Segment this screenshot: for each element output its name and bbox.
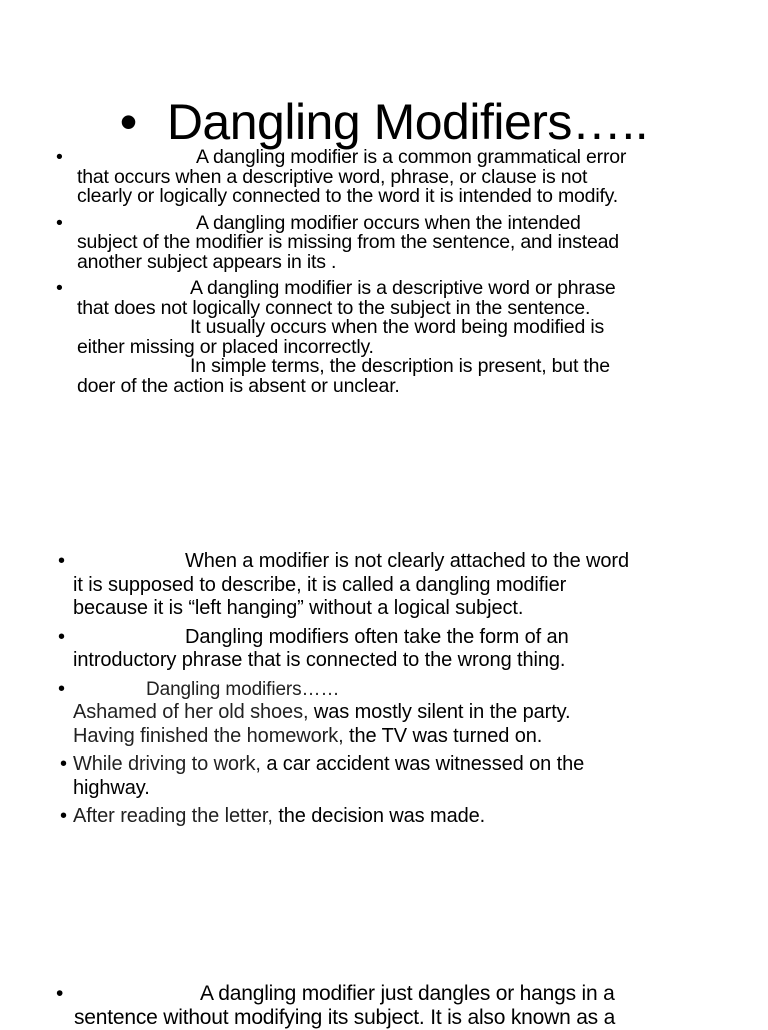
list-item bbox=[0, 678, 768, 749]
bullet-dot: • bbox=[58, 677, 65, 700]
list-item-line: In simple terms, the description is present, but the bbox=[190, 355, 610, 377]
section-definitions bbox=[0, 148, 768, 403]
list-item-line: A dangling modifier just dangles or hangs in a bbox=[200, 982, 615, 1005]
bullet-dot: • bbox=[56, 982, 64, 1005]
list-item-line: another subject appears in its . bbox=[77, 250, 337, 273]
list-item bbox=[0, 805, 768, 829]
list-item-line: Dangling modifiers often take the form of an bbox=[185, 625, 569, 648]
list-item-line: either missing or placed incorrectly. bbox=[77, 335, 374, 358]
example-line bbox=[0, 753, 768, 777]
example-phrase: Ashamed of her old shoes, bbox=[73, 701, 314, 723]
section-examples bbox=[0, 550, 768, 834]
bullet-dot: • bbox=[58, 625, 65, 648]
list-item-line: because it is “left hanging” without a logical subject. bbox=[73, 597, 524, 619]
bullet-dot: • bbox=[58, 550, 65, 572]
list-item-line: that occurs when a descriptive word, phrase, or clause is not bbox=[77, 165, 588, 188]
list-item-line: sentence without modifying its subject. It is also known as a bbox=[74, 1006, 616, 1029]
example-clause: the decision was made. bbox=[278, 805, 486, 827]
bullet-dot: • bbox=[56, 277, 63, 299]
example-phrase: While driving to work, bbox=[73, 753, 267, 775]
list-item bbox=[0, 148, 768, 207]
page-title bbox=[0, 92, 768, 152]
example-clause: the TV was turned on. bbox=[349, 724, 543, 747]
title-text: Dangling Modifiers….. bbox=[166, 93, 649, 150]
list-item bbox=[0, 279, 768, 396]
list-item bbox=[0, 982, 768, 1030]
list-item-line: When a modifier is not clearly attached to the word bbox=[185, 550, 630, 572]
example-line bbox=[0, 777, 768, 801]
list-item-line: A dangling modifier is a common grammatical error bbox=[196, 146, 627, 168]
list-item-line: A dangling modifier is a descriptive word or phrase bbox=[190, 277, 616, 299]
list-item-line: clearly or logically connected to the word it is intended to modify. bbox=[77, 185, 618, 207]
section-continued bbox=[0, 982, 768, 1030]
example-phrase: After reading the letter, bbox=[73, 805, 279, 827]
list-item-line: that does not logically connect to the subject in the sentence. bbox=[77, 296, 591, 319]
list-item bbox=[0, 550, 768, 621]
list-item-line: doer of the action is absent or unclear. bbox=[77, 374, 400, 397]
example-clause: highway bbox=[73, 776, 145, 799]
bullet-dot: • bbox=[56, 146, 63, 168]
list-item bbox=[0, 211, 768, 273]
list-item-line: it is supposed to describe, it is called a dangling modifier bbox=[73, 573, 567, 596]
example-end: . bbox=[144, 776, 150, 799]
examples-heading: Dangling modifiers…… bbox=[146, 678, 340, 700]
example-clause: a car accident was witnessed on the bbox=[266, 753, 585, 775]
bullet-dot: • bbox=[60, 805, 67, 827]
list-item-line: It usually occurs when the word being modified is bbox=[190, 316, 605, 338]
list-item bbox=[0, 753, 768, 800]
title-bullet: • bbox=[119, 93, 137, 150]
example-clause: was mostly silent in the party. bbox=[313, 701, 571, 723]
bullet-dot: • bbox=[60, 753, 67, 775]
example-phrase: Having finished the homework, bbox=[73, 724, 350, 747]
example-line bbox=[0, 701, 768, 725]
list-item-line: A dangling modifier occurs when the intended bbox=[196, 211, 581, 234]
bullet-dot: • bbox=[56, 211, 63, 234]
example-line bbox=[0, 805, 768, 829]
list-item-line: introductory phrase that is connected to the wrong thing. bbox=[73, 649, 566, 671]
list-item-line: subject of the modifier is missing from the sentence, and instead bbox=[77, 231, 619, 253]
example-line bbox=[0, 725, 768, 749]
list-item bbox=[0, 626, 768, 673]
